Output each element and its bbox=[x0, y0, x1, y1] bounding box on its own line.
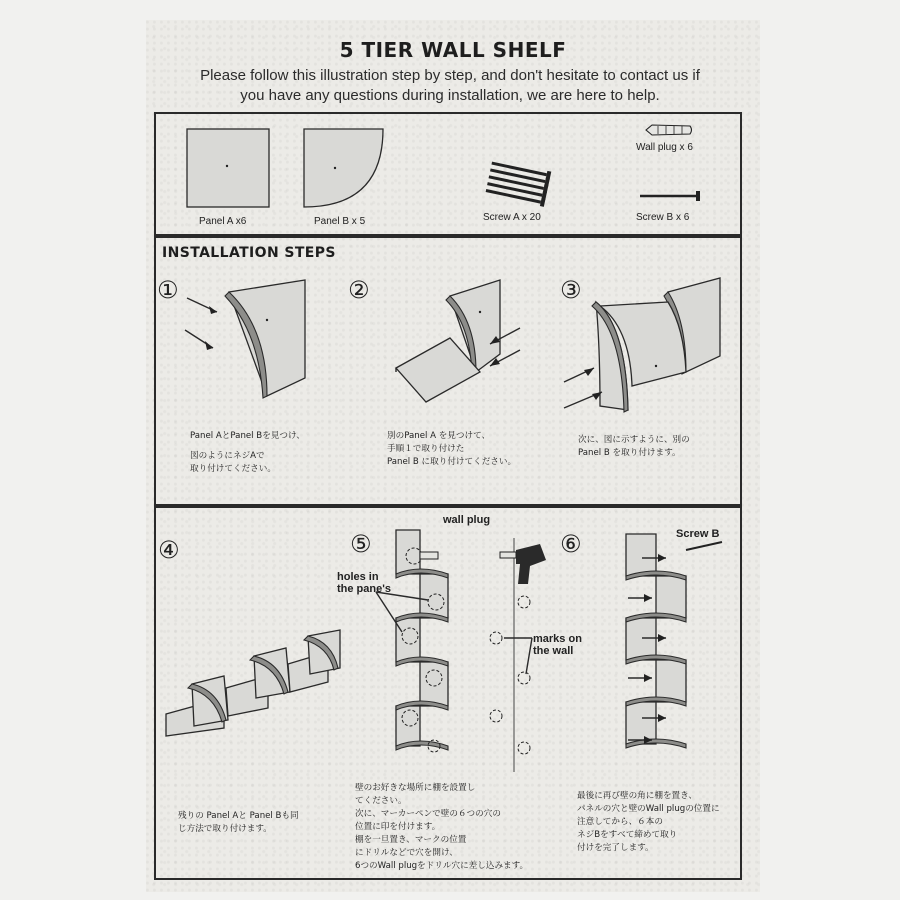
screw-a-label: Screw A x 20 bbox=[483, 212, 541, 223]
step-4-text: 残りの Panel Aと Panel Bも同 じ方法で取り付けます。 bbox=[178, 811, 299, 834]
step-5-illustration bbox=[380, 520, 570, 760]
panel-b-illustration bbox=[303, 128, 387, 208]
step-3-illustration bbox=[560, 276, 726, 416]
panel-a-illustration bbox=[186, 128, 270, 208]
step-1-illustration bbox=[183, 278, 313, 400]
marks-annotation-line-1: marks on bbox=[533, 633, 582, 645]
holes-annotation-line-1: holes in bbox=[337, 571, 379, 583]
step-1-number: ① bbox=[157, 276, 179, 304]
step-5-text: 壁のお好きな場所に棚を設置し てください。 次に、マーカーペンで壁の６つの穴の 位置に印を付けます。 棚を一旦置き、マークの位置 にドリルなどで穴を開け、 6つのWall plugをドリル穴に差し込みます。 bbox=[355, 783, 529, 871]
screw-b-annotation: Screw B bbox=[676, 528, 720, 540]
intro-line-1: Please follow this illustration step by step, and don't hesitate to contact us if bbox=[200, 67, 700, 84]
marks-annotation-line-2: the wall bbox=[533, 645, 574, 657]
step-5-number: ⑤ bbox=[350, 530, 372, 558]
wall-plug-label: Wall plug x 6 bbox=[636, 142, 693, 153]
screw-b-illustration bbox=[638, 190, 704, 202]
panel-b-label: Panel B x 5 bbox=[314, 216, 366, 227]
step-2-number: ② bbox=[348, 276, 370, 304]
installation-title: INSTALLATION STEPS bbox=[162, 245, 336, 261]
step-2-illustration bbox=[390, 276, 530, 406]
step-3-text: 次に、図に示すように、別の Panel B を取り付けます。 bbox=[578, 435, 690, 458]
step-6-text: 最後に再び壁の角に棚を置き、 パネルの穴と壁のWall plugの位置に 注意してから、６本の ネジBをすべて締めて取り 付けを完了します。 bbox=[577, 791, 720, 853]
step-6-number: ⑥ bbox=[560, 530, 582, 558]
intro-text bbox=[180, 66, 720, 106]
holes-annotation-line-2: the pane's bbox=[337, 583, 391, 595]
intro-line-2: you have any questions during installation, we are here to help. bbox=[240, 87, 660, 104]
step-4-number: ④ bbox=[158, 536, 180, 564]
wall-plug-annotation: wall plug bbox=[443, 514, 491, 526]
step-6-illustration bbox=[612, 530, 732, 770]
step-1-text: Panel AとPanel Bを見つけ、 図のようにネジAで 取り付けてください。 bbox=[190, 431, 305, 474]
screw-a-illustration bbox=[478, 163, 558, 205]
wall-plug-illustration bbox=[644, 124, 694, 136]
panel-a-label: Panel A x6 bbox=[199, 216, 247, 227]
step-3-number: ③ bbox=[560, 276, 582, 304]
screw-b-label: Screw B x 6 bbox=[636, 212, 690, 223]
page-title: 5 TIER WALL SHELF bbox=[339, 38, 567, 62]
step-2-text: 別のPanel A を見つけて、 手順１で取り付けた Panel B に取り付けてください。 bbox=[387, 431, 517, 467]
step-4-illustration bbox=[164, 628, 344, 738]
